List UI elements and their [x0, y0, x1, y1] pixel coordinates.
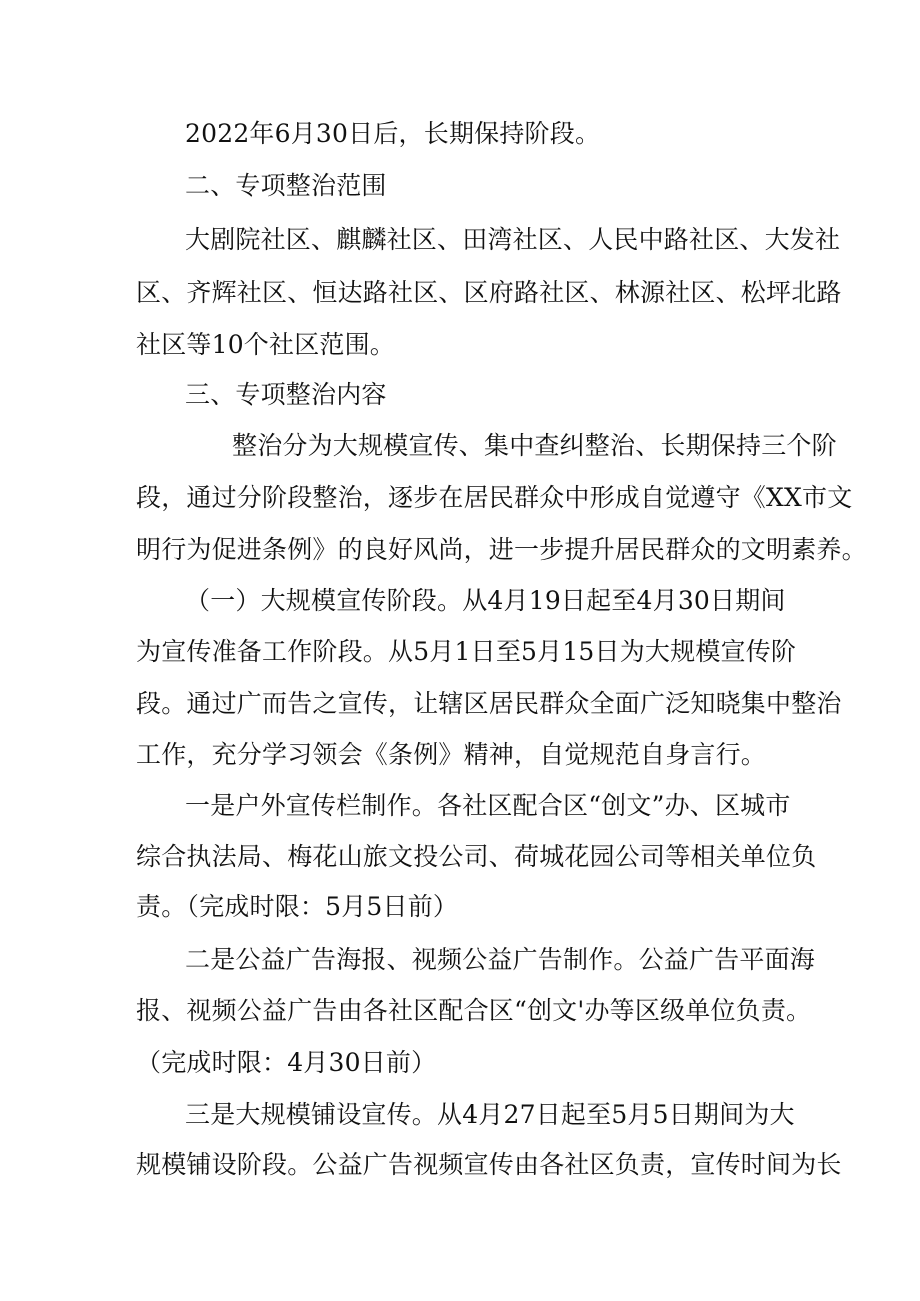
- text-line: （完成时限：4月30日前）: [136, 1048, 437, 1077]
- text-line: 社区等10个社区范围。: [136, 330, 396, 359]
- text-line: 工作，充分学习领会《条例》精神，自觉规范自身言行。: [136, 740, 767, 769]
- text-line: 2022年6月30日后，长期保持阶段。: [185, 119, 601, 148]
- text-line: 综合执法局、梅花山旅文投公司、荷城花园公司等相关单位负: [136, 842, 817, 871]
- text-line: 报、视频公益广告由各社区配合区“创文'办等区级单位负责。: [136, 996, 812, 1025]
- section-heading: 三、专项整治内容: [185, 380, 387, 409]
- text-line: （一）大规模宣传阶段。从4月19日起至4月30日期间: [185, 586, 786, 615]
- text-line: 大剧院社区、麒麟社区、田湾社区、人民中路社区、大发社: [185, 225, 841, 254]
- text-line: 明行为促进条例》的良好风尚，进一步提升居民群众的文明素养。: [136, 535, 867, 564]
- section-heading: 二、专项整治范围: [185, 171, 387, 200]
- text-line: 责。（完成时限：5月5日前）: [136, 892, 459, 921]
- text-line: 规模铺设阶段。公益广告视频宣传由各社区负责，宣传时间为长: [136, 1150, 842, 1179]
- text-line: 区、齐辉社区、恒达路社区、区府路社区、林源社区、松坪北路: [136, 278, 842, 307]
- text-line: 整治分为大规模宣传、集中查纠整治、长期保持三个阶: [232, 431, 837, 460]
- text-line: 段，通过分阶段整治，逐步在居民群众中形成自觉遵守《XX市文: [136, 483, 853, 512]
- text-line: 一是户外宣传栏制作。各社区配合区“创文”办、区城市: [185, 791, 791, 820]
- text-line: 三是大规模铺设宣传。从4月27日起至5月5日期间为大: [185, 1100, 795, 1129]
- text-line: 为宣传准备工作阶段。从5月1日至5月15日为大规模宣传阶: [136, 637, 797, 666]
- text-line: 段。通过广而告之宣传，让辖区居民群众全面广泛知晓集中整治: [136, 689, 842, 718]
- text-line: 二是公益广告海报、视频公益广告制作。公益广告平面海: [185, 945, 816, 974]
